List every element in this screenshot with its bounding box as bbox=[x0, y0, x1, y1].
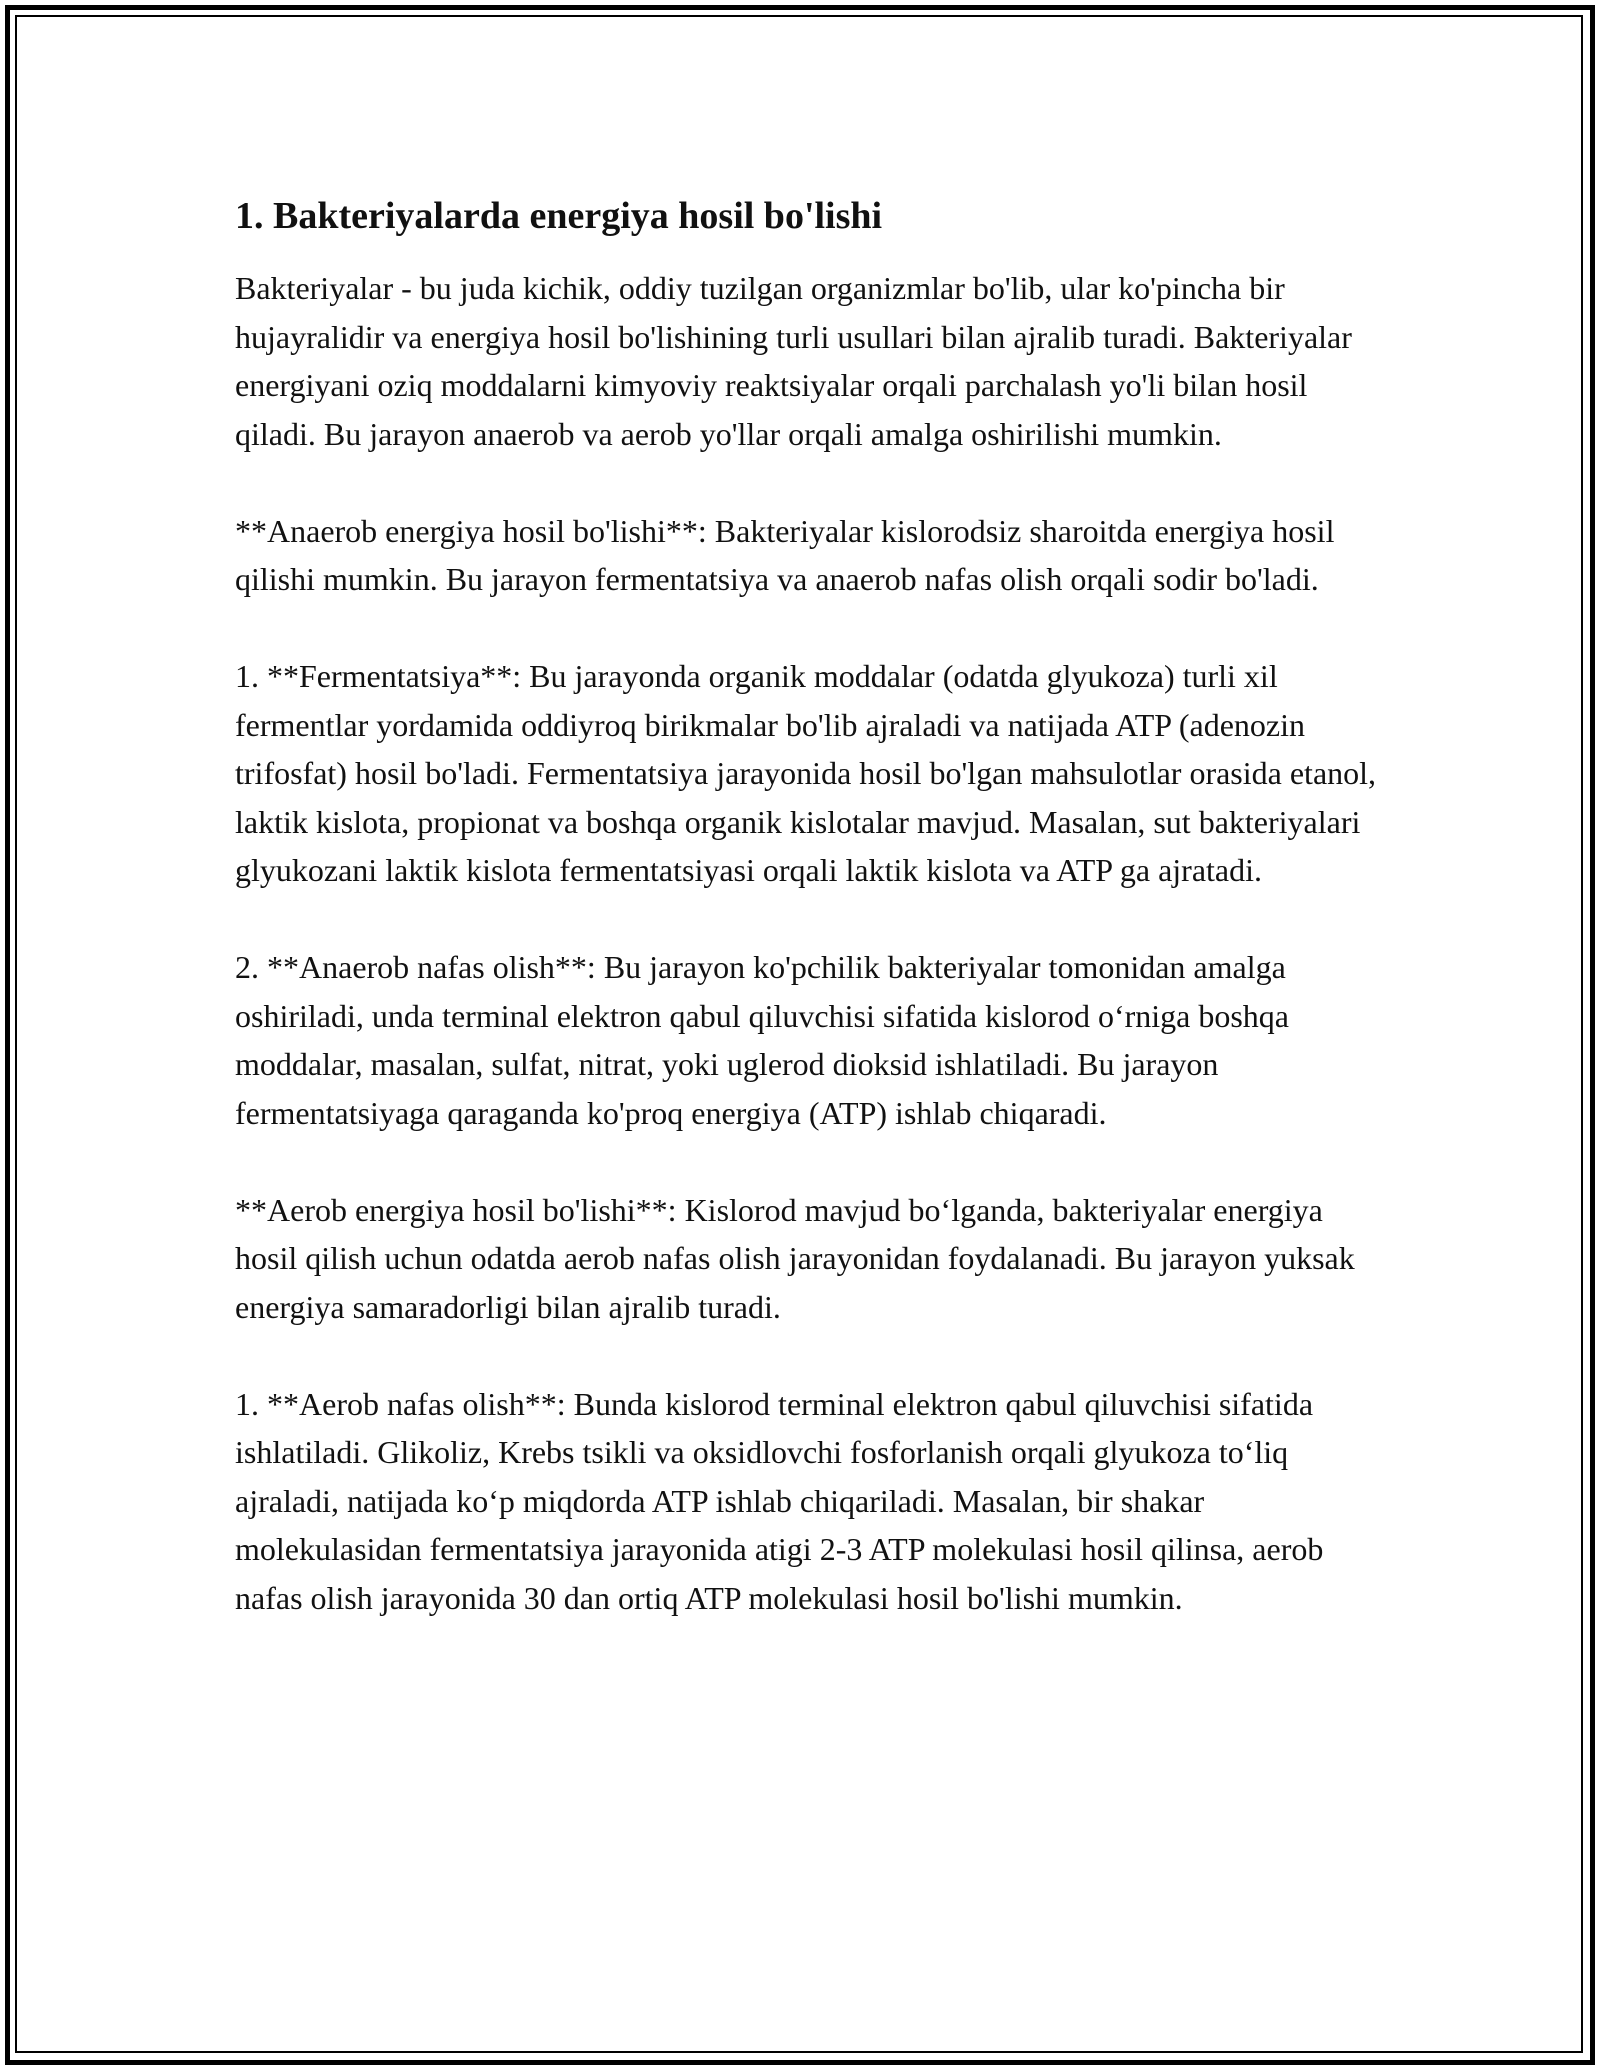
document-body bbox=[235, 188, 1385, 1671]
paragraph-intro: Bakteriyalar - bu juda kichik, oddiy tuzilgan organizmlar bo'lib, ular ko'pincha bir hujayralidir va energiya hosil bo'lishining turli usullari bilan ajralib turadi. Bakteriyalar energiyani oziq moddalarni kimyoviy reaktsiyalar orqali parchalash yo'li bilan hosil qiladi. Bu jarayon anaerob va aerob yo'llar orqali amalga oshirilishi mumkin. bbox=[235, 270, 1352, 452]
paragraph-fermentation: 1. **Fermentatsiya**: Bu jarayonda organik moddalar (odatda glyukoza) turli xil fermentlar yordamida oddiyroq birikmalar bo'lib ajraladi va natijada ATP (adenozin trifosfat) hosil bo'ladi. Fermentatsiya jarayonida hosil bo'lgan mahsulotlar orasida etanol, laktik kislota, propionat va boshqa organik kislotalar mavjud. Masalan, sut bakteriyalari glyukozani laktik kislota fermentatsiyasi orqali laktik kislota va ATP ga ajratadi. bbox=[235, 658, 1377, 888]
paragraph-anaerobic-respiration: 2. **Anaerob nafas olish**: Bu jarayon ko'pchilik bakteriyalar tomonidan amalga oshiriladi, unda terminal elektron qabul qiluvchisi sifatida kislorod o‘rniga boshqa moddalar, masalan, sulfat, nitrat, yoki uglerod dioksid ishlatiladi. Bu jarayon fermentatsiyaga qaraganda ko'proq energiya (ATP) ishlab chiqaradi. bbox=[235, 949, 1289, 1131]
paragraph-aerobic: **Aerob energiya hosil bo'lishi**: Kislorod mavjud bo‘lganda, bakteriyalar energiya hosil qilish uchun odatda aerob nafas olish jarayonidan foydalanadi. Bu jarayon yuksak energiya samaradorligi bilan ajralib turadi. bbox=[235, 1191, 1355, 1325]
document-title: 1. Bakteriyalarda energiya hosil bo'lishi bbox=[235, 195, 883, 237]
paragraph-anaerobic: **Anaerob energiya hosil bo'lishi**: Bakteriyalar kislorodsiz sharoitda energiya hosil qilishi mumkin. Bu jarayon fermentatsiya va anaerob nafas olish orqali sodir bo'ladi. bbox=[235, 512, 1335, 597]
paragraph-aerobic-respiration: 1. **Aerob nafas olish**: Bunda kislorod terminal elektron qabul qiluvchisi sifatida ishlatiladi. Glikoliz, Krebs tsikli va oksidlovchi fosforlanish orqali glyukoza to‘liq ajraladi, natijada ko‘p miqdorda ATP ishlab chiqariladi. Masalan, bir shakar molekulasidan fermentatsiya jarayonida atigi 2-3 ATP molekulasi hosil qilinsa, aerob nafas olish jarayonida 30 dan ortiq ATP molekulasi hosil bo'lishi mumkin. bbox=[235, 1385, 1324, 1616]
